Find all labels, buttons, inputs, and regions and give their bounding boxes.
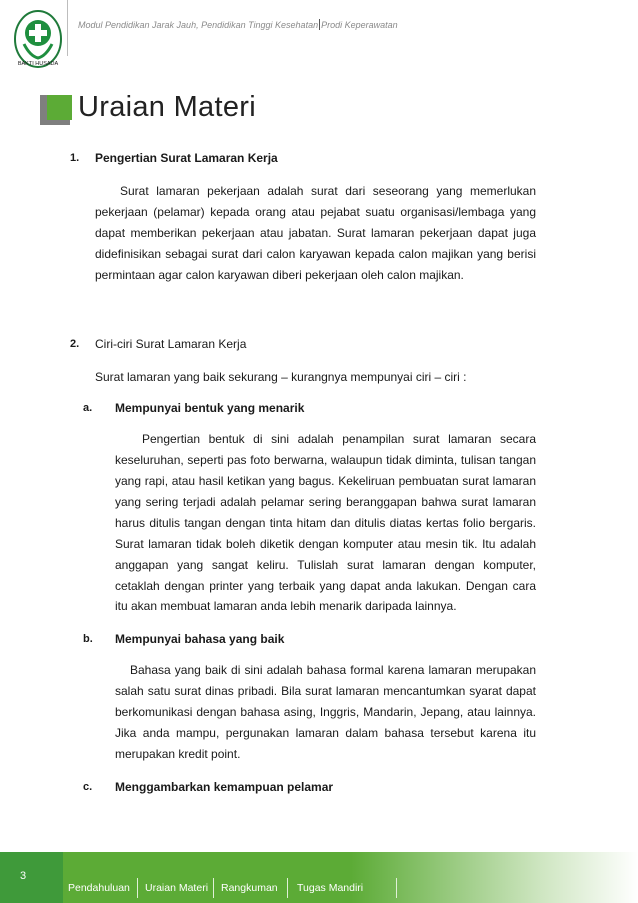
- item-a-title: Mempunyai bentuk yang menarik: [115, 401, 305, 416]
- tab-pendahuluan[interactable]: Pendahuluan: [68, 882, 130, 894]
- header-text: [78, 19, 398, 30]
- item-a-label: a.: [83, 402, 93, 415]
- item-c-heading: [83, 777, 536, 798]
- item-b-label: b.: [83, 633, 93, 646]
- item-a-heading: [83, 398, 536, 419]
- tab-tugas-mandiri[interactable]: Tugas Mandiri: [297, 882, 364, 894]
- section-1-heading: [70, 148, 536, 169]
- header-divider: [67, 0, 68, 56]
- kemenkes-logo: [10, 6, 66, 72]
- title-square-green: [47, 95, 72, 120]
- section-2-intro: Surat lamaran yang baik sekurang – kurangnya mempunyai ciri – ciri :: [95, 370, 467, 385]
- content-body: [70, 148, 536, 808]
- item-b-title: Mempunyai bahasa yang baik: [115, 632, 285, 647]
- section-2-number: 2.: [70, 338, 80, 351]
- section-1-paragraph: Surat lamaran pekerjaan adalah surat dari seseorang yang memerlukan pekerjaan (pelamar) kepada orang atau pejabat suatu organisasi/lembaga yang dapat memberikan pekerjaan atau jabatan. Surat lamaran pekerjaan dapat juga didefinisikan sebagai surat dari calon karyawan kepada calon majikan yang berisi permintaan agar calon karyawan diberi pekerjaan oleh calon majikan.: [95, 183, 536, 282]
- tab-uraian-materi[interactable]: Uraian Materi: [145, 882, 209, 894]
- section-2-title: Ciri-ciri Surat Lamaran Kerja: [95, 337, 247, 352]
- footer-page-block: [0, 852, 63, 903]
- section-1-title: Pengertian Surat Lamaran Kerja: [95, 151, 278, 165]
- footer-bar: [0, 852, 638, 903]
- tab-rangkuman[interactable]: Rangkuman: [221, 882, 278, 894]
- header-separator: [319, 19, 320, 30]
- tab-separator: [137, 878, 138, 898]
- tab-separator: [287, 878, 288, 898]
- item-b-heading: [83, 629, 536, 650]
- tab-separator: [396, 878, 397, 898]
- item-c-label: c.: [83, 780, 93, 793]
- page-number: 3: [20, 870, 27, 882]
- item-c-title: Menggambarkan kemampuan pelamar: [115, 779, 334, 794]
- page-title: Uraian Materi: [78, 91, 256, 123]
- section-1-number: 1.: [70, 152, 80, 164]
- section-2-heading: [70, 334, 536, 355]
- module-title: Modul Pendidikan Jarak Jauh, Pendidikan Tinggi Kesehatan: [78, 20, 319, 30]
- program-name: Prodi Keperawatan: [321, 20, 398, 30]
- item-a-paragraph: Pengertian bentuk di sini adalah penampilan surat lamaran secara keseluruhan, seperti pas foto berwarna, walaupun tidak diminta, tulisan tangan yang rapi, atau hasil ketikan yang bagus. Kekeliruan pembuatan surat lamaran yang sering terjadi adalah pelamar sering beranggapan bahwa surat lamaran harus ditulis tangan dengan tinta hitam dan ditulis diatas kertas folio bergaris. Surat lamaran tidak boleh diketik dengan komputer atau mesin tik. Itu adalah anggapan yang sangat keliru. Tulislah surat lamaran dengan komputer, cetaklah dengan printer yang terbaik yang dapat anda lakukan. Dengan cara itu akan membuat lamaran anda lebih menarik daripada lainnya.: [115, 432, 536, 614]
- item-b-paragraph: Bahasa yang baik di sini adalah bahasa formal karena lamaran merupakan salah satu surat dinas pribadi. Bila surat lamaran mencantumkan syarat dapat berkomunikasi dengan bahasa asing, Inggris, Mandarin, Jepang, atau lainnya. Jika anda mampu, pergunakan lamaran dalam bahasa tersebut karena itu merupakan kredit point.: [115, 663, 536, 761]
- tab-separator: [213, 878, 214, 898]
- logo-text: BAKTI HUSADA: [17, 61, 59, 67]
